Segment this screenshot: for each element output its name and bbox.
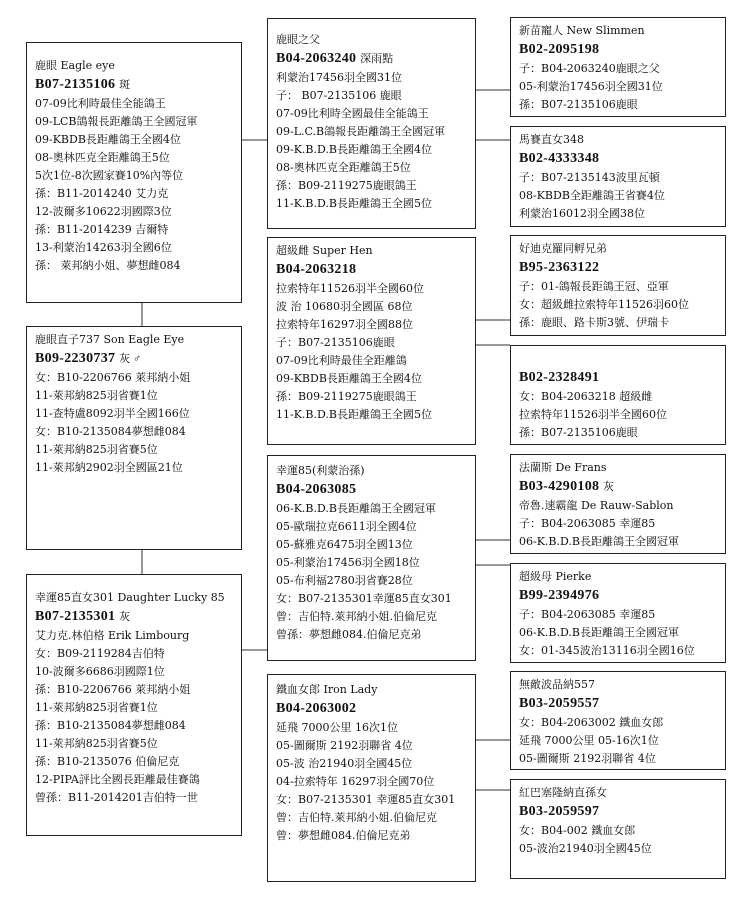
record-line: 曾孫：夢想雌084.伯倫尼克弟 [276,628,422,641]
ring-number: B04-2063240 深雨點 [276,51,394,66]
bird-name: 超級母 Pierke [519,570,592,583]
record-line: 利蒙治17456羽全國31位 [276,71,402,84]
record-line: 04-拉索特年 16297羽全國70位 [276,775,435,788]
record-line: 05-蘇雅克6475羽全國13位 [276,538,413,551]
record-line: 女：B04-2063002 鐵血女郎 [519,716,664,729]
record-line: 11-萊邦納2902羽全國區21位 [35,461,183,474]
record-line: 09-KBDB長距離鴿王全國4位 [276,372,422,385]
bird-name: 好迪克羅同孵兄弟 [519,242,607,255]
record-line: 女：B10-2135084夢想雌084 [35,425,186,438]
record-line: 孫：B07-2135106鹿眼 [519,98,638,111]
record-line: 11-K.B.D.B長距離鴿王全國5位 [276,408,433,421]
record-line: 曾：吉伯特.萊邦納小姐.伯倫尼克 [276,610,437,623]
record-line: 05-布利福2780羽省賽28位 [276,574,413,587]
record-line: 11-查特盧8092羽半全國166位 [35,407,190,420]
record-line: 延飛 7000公里 05-16次1位 [519,734,659,747]
bird-name: 鹿眼直子737 Son Eagle Eye [35,333,185,346]
record-line: 子：01-鴿報長距鴿王冠、亞軍 [519,280,669,293]
bird-name: 鹿眼 Eagle eye [35,59,115,72]
record-line: 子：B07-2135106鹿眼 [276,336,395,349]
bird-card-super-hen [267,237,476,445]
record-line: 10-波爾多6686羽國際1位 [35,665,165,678]
record-line: 05-利蒙治17456羽全國31位 [519,80,663,93]
record-line: 子：B04-2063085 幸運85 [519,517,656,530]
record-line: 孫：B11-2014239 吉爾特 [35,223,169,236]
record-line: 孫：鹿眼、路卡斯3號、伊瑞卡 [519,316,669,329]
bird-card-new-slimmen [510,17,726,117]
bird-name: 馬賽直女348 [519,133,584,146]
record-line: 07-09比利時全國最佳全能鴿王 [276,107,429,120]
record-line: 子：B04-2063085 幸運85 [519,608,656,621]
record-line: 拉索特年11526羽半全國60位 [276,282,424,295]
bird-name: 鹿眼之父 [276,33,320,46]
record-line: 延飛 7000公里 16次1位 [276,721,398,734]
record-line: 08-奧林匹克全距離鴿王5位 [276,161,411,174]
record-line: 拉索特年11526羽半全國60位 [519,408,667,421]
ring-number: B07-2135301 灰 [35,609,131,624]
record-line: 07-09比利時最佳全距離鴿 [276,354,407,367]
record-line: 孫： 萊邦納小姐、夢想雌084 [35,259,181,272]
record-line: 孫：B07-2135106鹿眼 [519,426,638,439]
record-line: 女：01-345波治13116羽全國16位 [519,644,695,657]
bird-card-invincible-bopinna [510,671,726,770]
ring-number: B07-2135106 斑 [35,77,131,92]
ring-number: B04-2063085 [276,482,357,497]
record-line: 曾：夢想雌084.伯倫尼克弟 [276,829,411,842]
record-line: 波 治 10680羽全國區 68位 [276,300,413,313]
bird-card-iron-lady [267,674,476,882]
record-line: 05-圖爾斯 2192羽聯省 4位 [276,739,413,752]
record-line: 05-波 治21940羽全國45位 [276,757,413,770]
bird-card-son-eagle-eye [26,326,242,550]
color-sex-label: 灰 ♂ [119,353,142,365]
color-label: 斑 [119,79,131,91]
bird-card-daughter-lucky-85 [26,574,242,836]
bird-card-b02-2328491 [510,345,726,445]
bird-card-pierke [510,563,726,663]
ring-number: B09-2230737 灰 ♂ [35,351,142,366]
record-line: 女：B04-002 鐵血女郎 [519,824,636,837]
bird-name: 紅巴塞隆納直孫女 [519,786,607,799]
record-line: 女：B09-2119284吉伯特 [35,647,165,660]
bird-name: 無敵波品納557 [519,678,595,691]
record-line: 08-奧林匹克全距離鴿王5位 [35,151,170,164]
record-line: 05-波治21940羽全國45位 [519,842,652,855]
ring-number: B04-2063218 [276,262,357,277]
record-line: 孫：B09-2119275鹿眼鴿王 [276,179,417,192]
record-line: 09-L.C.B鴿報長距離鴿王全國冠軍 [276,125,446,138]
record-line: 12-PIPA評比全國長距離最佳賽鴿 [35,773,200,786]
record-line: 帝魯.速霸龍 De Rauw-Sablon [519,499,674,512]
record-line: 子： B07-2135106 鹿眼 [276,89,402,102]
record-line: 06-K.B.D.B長距離鴿王全國冠軍 [519,626,680,639]
bird-name: 新苗寵人 New Slimmen [519,24,645,37]
record-line: 孫：B09-2119275鹿眼鴿王 [276,390,417,403]
bird-name: 鐵血女郎 Iron Lady [276,683,378,696]
ring-number: B95-2363122 [519,260,600,275]
record-line: 子：B04-2063240鹿眼之父 [519,62,660,75]
record-line: 孫：B11-2014240 艾力克 [35,187,169,200]
record-line: 子：B07-2135143波里瓦頓 [519,171,660,184]
bird-name: 法蘭斯 De Frans [519,461,607,474]
bird-name: 幸運85直女301 Daughter Lucky 85 [35,591,225,604]
record-line: 11-K.B.D.B長距離鴿王全國5位 [276,197,433,210]
color-label: 灰 [603,481,615,493]
record-line: 11-萊邦納825羽省賽1位 [35,701,158,714]
record-line: 11-萊邦納825羽省賽5位 [35,737,158,750]
record-line: 05-利蒙治17456羽全國18位 [276,556,420,569]
record-line: 06-K.B.D.B長距離鴿王全國冠軍 [519,535,680,548]
bird-card-good-dikro-brother [510,235,726,336]
bird-card-red-barcelona-granddaughter [510,779,726,879]
record-line: 12-波爾多10622羽國際3位 [35,205,172,218]
record-line: 拉索特年16297羽全國88位 [276,318,413,331]
ring-number: B04-2063002 [276,701,357,716]
record-line: 08-KBDB全距離鴿王省賽4位 [519,189,665,202]
bird-card-eagle-eye [26,42,242,303]
record-line: 06-K.B.D.B長距離鴿王全國冠軍 [276,502,437,515]
ring-number: B03-2059597 [519,804,600,819]
record-line: 13-利蒙治14263羽全國6位 [35,241,172,254]
bird-card-de-frans [510,454,726,554]
record-line: 09-LCB鴿報長距離鴿王全國冠軍 [35,115,198,128]
bird-card-sire-sire [267,18,476,229]
record-line: 利蒙治16012羽全國38位 [519,207,645,220]
record-line: 11-萊邦納825羽省賽1位 [35,389,158,402]
record-line: 5次1位-8次國家賽10%內等位 [35,169,184,182]
bird-card-lucky-85 [267,455,476,661]
record-line: 孫：B10-2135076 伯倫尼克 [35,755,180,768]
record-line: 11-萊邦納825羽省賽5位 [35,443,158,456]
record-line: 05-歐瑞拉克6611羽全國4位 [276,520,417,533]
record-line: 曾：吉伯特.萊邦納小姐.伯倫尼克 [276,811,437,824]
record-line: 艾力克.林伯格 Erik Limbourg [35,629,190,642]
record-line: 女：B04-2063218 超級雌 [519,390,653,403]
ring-number: B03-4290108 灰 [519,479,615,494]
ring-number: B03-2059557 [519,696,600,711]
ring-number: B02-2095198 [519,42,600,57]
ring-number: B02-2328491 [519,370,600,385]
ring-number: B99-2394976 [519,588,600,603]
color-label: 深雨點 [360,53,394,65]
bird-card-marseille-daughter [510,126,726,227]
record-line: 09-K.B.D.B長距離鴿王全國4位 [276,143,433,156]
bird-name: 超級雌 Super Hen [276,244,373,257]
record-line: 曾孫：B11-2014201吉伯特一世 [35,791,198,804]
record-line: 女：B07-2135301 幸運85直女301 [276,793,456,806]
color-label: 灰 [119,611,131,623]
record-line: 05-圖爾斯 2192羽聯省 4位 [519,752,656,765]
record-line: 女：超級雌拉索特年11526羽60位 [519,298,689,311]
record-line: 孫：B10-2206766 萊邦納小姐 [35,683,191,696]
record-line: 女：B10-2206766 萊邦納小姐 [35,371,191,384]
record-line: 07-09比利時最佳全能鴿王 [35,97,166,110]
record-line: 09-KBDB長距離鴿王全國4位 [35,133,181,146]
bird-name: 幸運85(利蒙治孫) [276,464,365,477]
ring-number: B02-4333348 [519,151,600,166]
record-line: 女：B07-2135301幸運85直女301 [276,592,452,605]
record-line: 孫：B10-2135084夢想雌084 [35,719,186,732]
